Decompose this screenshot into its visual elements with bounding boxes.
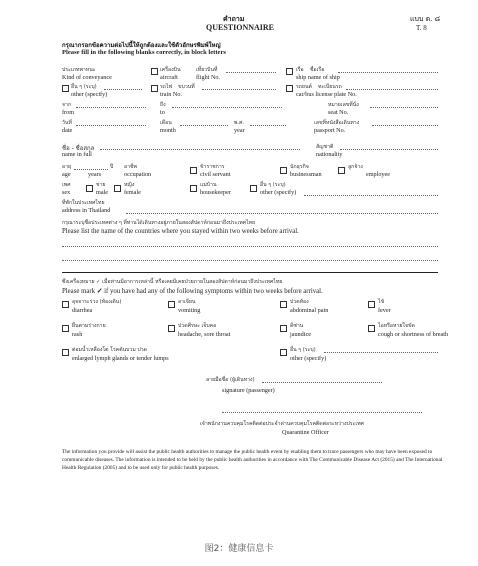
symptom-fever-checkbox[interactable] — [368, 301, 375, 308]
countries-label-en: Please list the name of the countries where you stayed within two weeks before arrival. — [62, 228, 299, 235]
form-no-thai: แบบ ต. ๘ — [410, 15, 441, 23]
other-conveyance-thai: อื่น ๆ (ระบุ) — [71, 84, 97, 90]
housekeeper-label-thai: แม่บ้าน — [200, 182, 217, 188]
civil-label-thai: ข้าราชการ — [200, 164, 225, 170]
other-occupation-en: other (specify) — [260, 189, 297, 196]
symptom-vomiting-thai: อาเจียน — [178, 299, 196, 305]
shipname-label-thai: ชื่อเรือ — [310, 67, 325, 73]
symptom-headache-thai: ปวดศีรษะ เจ็บคอ — [178, 323, 217, 329]
instruction-thai: กรุณากรอกข้อความต่อไปนี้ให้ถูกต้องและใช้ตัวอักษรพิมพ์ใหญ่ — [62, 42, 221, 49]
symptom-rash-checkbox[interactable] — [62, 325, 69, 332]
symptom-cough-checkbox[interactable] — [368, 325, 375, 332]
symptom-diarrhea-checkbox[interactable] — [62, 301, 69, 308]
month-field[interactable] — [180, 125, 228, 126]
symptom-fever-en: fever — [378, 307, 391, 314]
ship-name-field[interactable] — [338, 72, 438, 73]
ship-checkbox[interactable] — [286, 68, 293, 75]
symptom-headache-checkbox[interactable] — [168, 325, 175, 332]
passport-label-en: passport No. — [314, 127, 346, 134]
other-conveyance-field[interactable] — [104, 89, 142, 90]
passport-label-thai: เลขที่หนังสือเดินทาง — [314, 120, 360, 126]
figure-caption: 图2：健康信息卡 — [204, 544, 274, 554]
trainno-label-thai: ขบวนที่ — [178, 84, 195, 90]
male-label-thai: ชาย — [96, 182, 106, 188]
section-divider — [62, 272, 438, 273]
address-label-en: address in Thailand — [62, 207, 111, 214]
kind-label-en: Kind of conveyance — [62, 74, 112, 81]
countries-field-2[interactable] — [62, 260, 438, 261]
other-occupation-thai: อื่น ๆ (ระบุ) — [260, 182, 286, 188]
year-label-en: year — [234, 127, 245, 134]
nationality-label-en: nationality — [316, 151, 343, 158]
name-label-thai: ชื่อ - ชื่อสกุล — [62, 145, 95, 152]
signature-label-en: signature (passenger) — [222, 387, 275, 394]
female-label-thai: หญิง — [124, 182, 135, 188]
male-checkbox[interactable] — [86, 185, 93, 192]
officer-label-en: Quarantine Officer — [282, 429, 329, 436]
address-label-thai: ที่พักในประเทศไทย — [62, 200, 105, 206]
businessman-checkbox[interactable] — [280, 167, 287, 174]
symptom-other-en: other (specify) — [290, 355, 327, 362]
signature-field[interactable] — [262, 382, 382, 383]
month-label-thai: เดือน — [160, 120, 172, 126]
occupation-label-en: occupation — [124, 171, 152, 178]
plate-field[interactable] — [346, 89, 438, 90]
to-field[interactable] — [172, 107, 282, 108]
symptom-other-field[interactable] — [324, 352, 438, 353]
from-label-en: from — [62, 109, 75, 116]
symptom-vomiting-en: vomiting — [178, 307, 201, 314]
business-label-thai: นักธุรกิจ — [290, 164, 309, 170]
seat-field[interactable] — [370, 107, 438, 108]
symptom-lymph-thai: ต่อมน้ำเหลืองโต โรคต้นบวม ปวด — [72, 347, 147, 353]
flight-field[interactable] — [226, 72, 276, 73]
symptom-fever-thai: ไข้ — [378, 299, 385, 305]
other-occupation-checkbox[interactable] — [250, 185, 257, 192]
symptom-other-checkbox[interactable] — [280, 349, 287, 356]
date-label-thai: วันที่ — [62, 120, 72, 126]
other-conveyance-checkbox[interactable] — [62, 85, 69, 92]
symptom-diarrhea-en: diarrhea — [72, 307, 93, 314]
age-field[interactable] — [74, 169, 108, 170]
symptom-lymph-checkbox[interactable] — [62, 349, 69, 356]
civil-servant-checkbox[interactable] — [190, 167, 197, 174]
symptom-rash-en: rash — [72, 331, 83, 338]
year-field[interactable] — [250, 125, 286, 126]
symptom-abdominal-thai: ปวดท้อง — [290, 299, 309, 305]
symptom-rash-thai: ผื่นตามร่างกาย — [72, 323, 106, 329]
aircraft-checkbox[interactable] — [151, 68, 158, 75]
ship-label-thai: เรือ — [296, 67, 304, 73]
ship-label-en: ship name of ship — [296, 74, 340, 81]
symptom-diarrhea-thai: อุจจาระร่วง (ท้องเดิน) — [72, 299, 122, 305]
symptom-abdominal-checkbox[interactable] — [280, 301, 287, 308]
symptom-vomiting-checkbox[interactable] — [168, 301, 175, 308]
from-field[interactable] — [76, 107, 146, 108]
age-label-thai: อายุ — [62, 164, 72, 170]
nationality-field[interactable] — [340, 149, 438, 150]
female-checkbox[interactable] — [114, 185, 121, 192]
countries-field-1[interactable] — [62, 246, 438, 247]
employee-checkbox[interactable] — [338, 167, 345, 174]
years-label-en: years — [88, 171, 102, 178]
symptom-jaundice-checkbox[interactable] — [280, 325, 287, 332]
form-no-en: T. 8 — [416, 24, 427, 32]
civil-label-en: civil servant — [200, 171, 231, 178]
business-label-en: businessman — [290, 171, 322, 178]
to-label-en: to — [160, 109, 165, 116]
symptoms-header-en — [62, 287, 323, 295]
car-label-thai: รถยนต์ — [296, 84, 312, 90]
flight-label-en: flight No. — [196, 74, 221, 81]
housekeeper-checkbox[interactable] — [190, 185, 197, 192]
officer-signature-field[interactable] — [222, 412, 422, 413]
year-label-thai: พ.ศ. — [234, 120, 245, 126]
questionnaire-form — [18, 10, 464, 538]
symptom-cough-thai: ไอหรือหายใจขัด — [378, 323, 415, 329]
plate-label-thai: ทะเบียนรถ — [318, 84, 342, 90]
date-field[interactable] — [76, 125, 146, 126]
officer-label-thai: เจ้าพนักงานควบคุมโรคติดต่อประจำด่านควบคุมโรคติดต่อระหว่างประเทศ — [200, 421, 364, 427]
seat-label-en: seat No. — [328, 109, 349, 116]
symptom-jaundice-thai: ดีซ่าน — [290, 323, 304, 329]
address-field[interactable] — [126, 213, 438, 214]
title-thai: คำถาม — [223, 15, 245, 23]
name-label-en: name in full — [62, 151, 92, 158]
seat-label-thai: หมายเลขที่นั่ง — [328, 102, 359, 108]
month-label-en: month — [160, 127, 176, 134]
age-label-en: age — [62, 171, 71, 178]
symptom-headache-en: headache, sore throat — [178, 331, 231, 338]
female-label-en: female — [124, 189, 141, 196]
train-label-en: train No. — [160, 91, 182, 98]
aircraft-label-thai: เครื่องบิน — [160, 67, 181, 73]
car-label-en: car/bus license plate No. — [296, 91, 357, 98]
occupation-label-thai: อาชีพ — [124, 164, 137, 170]
male-label-en: male — [96, 189, 109, 196]
years-label-thai: ปี — [110, 164, 114, 170]
symptom-jaundice-en: jaundice — [290, 331, 311, 338]
flight-label-thai: เที่ยวบินที่ — [196, 67, 218, 73]
checkmark-icon: ✓ — [96, 288, 103, 295]
employee-label-en: employee — [366, 171, 391, 178]
from-label-thai: จาก — [62, 102, 72, 108]
instruction-en: Please fill in the following blanks correctly, in block letters — [62, 49, 226, 56]
train-label-thai: รถไฟ — [160, 84, 173, 90]
symptom-abdominal-en: abdominal pain — [290, 307, 329, 314]
other-occupation-field[interactable] — [304, 195, 438, 196]
symptoms-header-thai: ซึ่งเครื่องหมาย ✓ เมื่อท่านมีอาการเหล่านี้ หรือเคยมีเคยป่วยภายในสองสัปดาห์ก่อนมาถึงประเทศไทย — [62, 279, 283, 285]
privacy-notice: The information you provide will assist the public health authorities to manage the public health event by enabling them to trace passengers who may have been exposed to communicable diseases. The information is intended to be held by the public health authorities in accordance with The Communicable Disease Act (2015) and The International Health Regulation (2005) and to be used only for public health purposes. — [62, 449, 443, 471]
to-label-thai: ถึง — [160, 102, 166, 108]
symptom-cough-en: cough or shortness of breath — [378, 331, 449, 338]
nationality-label-thai: สัญชาติ — [316, 144, 334, 150]
other-conveyance-en: other (specify) — [71, 91, 108, 98]
signature-label-thai: ลายมือชื่อ (ผู้เดินทาง) — [206, 377, 255, 383]
date-label-en: date — [62, 127, 73, 134]
employee-label-thai: ลูกจ้าง — [348, 164, 363, 170]
train-checkbox[interactable] — [151, 85, 158, 92]
car-checkbox[interactable] — [286, 85, 293, 92]
symptom-other-thai: อื่น ๆ (ระบุ) — [290, 347, 316, 353]
symptom-lymph-en: enlarged lymph glands or tender lumps — [72, 355, 169, 362]
aircraft-label-en: aircraft — [160, 74, 178, 81]
sex-label-en: sex — [62, 189, 71, 196]
countries-label-thai: กรุณาระบุชื่อประเทศต่าง ๆ ที่ท่านได้เดินทางอยู่ภายในสองสัปดาห์ก่อนมาถึงประเทศไทย — [62, 220, 256, 226]
symptoms-header-en-a: Please mark — [62, 288, 96, 295]
symptoms-header-en-b: if you have had any of the following symptoms within two weeks before arrival. — [104, 288, 323, 295]
housekeeper-label-en: housekeeper — [200, 189, 231, 196]
kind-label-thai: ประเภทพาหนะ — [62, 67, 96, 73]
title-en: QUESTIONNAIRE — [206, 23, 275, 32]
name-field[interactable] — [100, 149, 300, 150]
sex-label-thai: เพศ — [62, 182, 71, 188]
passport-field[interactable] — [372, 125, 438, 126]
train-no-field[interactable] — [202, 89, 276, 90]
